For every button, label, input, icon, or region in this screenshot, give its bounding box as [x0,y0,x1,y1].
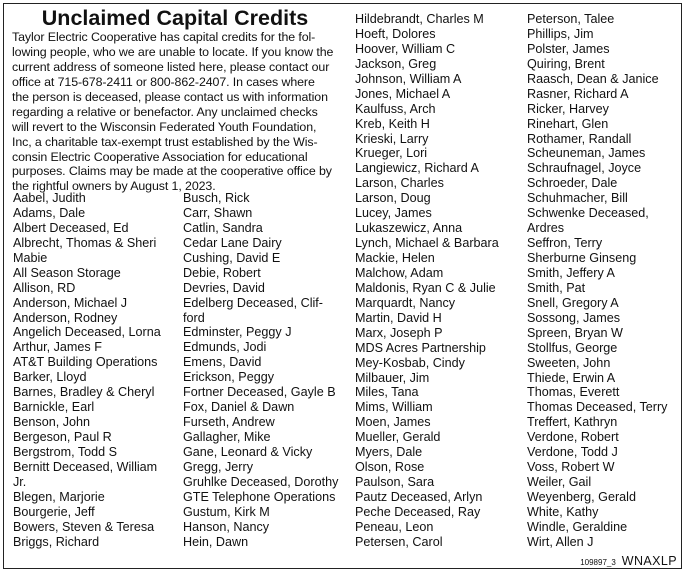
name-entry: Schwenke Deceased, [527,206,649,221]
name-column-3 [355,12,525,550]
name-entry: Paulson, Sara [355,475,435,490]
name-entry: All Season Storage [13,265,121,280]
name-entry: Gruhlke Deceased, Dorothy [183,474,339,489]
name-entry: Petersen, Carol [355,534,443,549]
name-entry: Treffert, Kathryn [527,415,618,430]
name-entry: Kreb, Keith H [355,116,430,131]
name-entry: Sossong, James [527,310,621,325]
name-entry: Larson, Charles [355,176,444,191]
name-entry: Moen, James [355,415,431,430]
name-entry: Fox, Daniel & Dawn [183,400,295,415]
name-entry: Schuhmacher, Bill [527,191,628,206]
name-entry: Peterson, Talee [527,12,615,26]
name-entry: Peneau, Leon [355,519,434,534]
name-entry: Bourgerie, Jeff [13,504,95,519]
name-entry: Smith, Jeffery A [527,265,615,280]
name-entry: Edminster, Peggy J [183,325,292,340]
name-entry: Fortner Deceased, Gayle B [183,385,336,400]
name-entry: Seffron, Terry [527,236,603,251]
name-entry: Anderson, Michael J [13,295,128,310]
name-entry: Thomas Deceased, Terry [527,400,668,415]
name-entry: Lukaszewicz, Anna [355,221,463,236]
name-entry: Albrecht, Thomas & Sheri [13,235,157,250]
name-entry: Krueger, Lori [355,146,428,161]
name-entry: Mabie [13,250,48,265]
notice-title: Unclaimed Capital Credits [41,6,309,30]
name-entry: Barnickle, Earl [13,400,95,415]
name-entry: Allison, RD [13,280,76,295]
name-entry: ford [183,310,205,325]
name-entry: Stollfus, George [527,340,618,355]
name-entry: Windle, Geraldine [527,519,628,534]
name-entry: Cushing, David E [183,250,281,265]
name-entry: Miles, Tana [355,385,419,400]
name-column-4 [527,12,677,550]
name-entry: Aabel, Judith [13,191,86,205]
name-entry: Arthur, James F [13,340,102,355]
name-entry: Mueller, Gerald [355,430,441,445]
name-entry: Larson, Doug [355,191,431,206]
intro-paragraph [12,30,338,194]
name-entry: Jr. [13,474,27,489]
name-entry: Gregg, Jerry [183,459,253,474]
name-entry: Snell, Gregory A [527,295,619,310]
name-column-1 [13,191,183,550]
intro-line: the person is deceased, please contact us with information [12,89,328,104]
intro-line: consin Electric Cooperative Association for educational [12,149,308,164]
name-entry: Pautz Deceased, Arlyn [355,490,483,504]
name-column-2 [183,191,353,550]
name-entry: Martin, David H [355,310,442,325]
name-entry: Cedar Lane Dairy [183,235,282,250]
name-entry: Mey-Kosbab, Cindy [355,355,465,370]
name-entry: Gane, Leonard & Vicky [183,444,313,459]
name-entry: Hoover, William C [355,41,456,56]
name-entry: Smith, Pat [527,280,586,295]
name-entry: Bergeson, Paul R [13,430,112,444]
name-entry: Olson, Rose [355,460,425,475]
name-entry: Catlin, Sandra [183,220,263,235]
name-entry: Phillips, Jim [527,26,594,41]
name-entry: Mackie, Helen [355,251,435,265]
name-entry: MDS Acres Partnership [355,340,486,355]
intro-line: Taylor Electric Cooperative has capital credits for the fol- [12,30,316,44]
name-entry: Gustum, Kirk M [183,504,270,519]
name-entry: Myers, Dale [355,445,423,460]
publication-signature: WNAXLP [621,554,677,568]
name-entry: Hoeft, Dolores [355,26,436,41]
name-entry: Milbauer, Jim [355,370,430,385]
name-entry: Weiler, Gail [527,475,592,490]
name-entry: Marquardt, Nancy [355,295,456,310]
name-entry: Sweeten, John [527,355,611,370]
intro-line: the rightful owners by August 1, 2023. [12,179,216,194]
ad-code: 109897_3 [580,558,616,567]
name-entry: Anderson, Rodney [13,310,118,325]
intro-line: office at 715-678-2411 or 800-862-2407. In cases where [12,74,315,89]
name-entry: Furseth, Andrew [183,415,275,430]
name-entry: Hildebrandt, Charles M [355,12,484,26]
name-entry: Busch, Rick [183,191,250,205]
footer [580,554,677,568]
name-entry: Carr, Shawn [183,205,253,220]
name-entry: Schroeder, Dale [527,176,618,191]
name-entry: Wirt, Allen J [527,534,594,549]
name-entry: Thomas, Everett [527,385,620,400]
name-entry: Peche Deceased, Ray [355,504,481,519]
name-entry: Mims, William [355,400,433,415]
name-entry: Adams, Dale [13,205,86,220]
name-entry: Rinehart, Glen [527,116,609,131]
name-entry: Lucey, James [355,206,432,221]
name-entry: Verdone, Robert [527,430,619,445]
name-entry: Spreen, Bryan W [527,325,623,340]
name-entry: Maldonis, Ryan C & Julie [355,280,496,295]
name-entry: Barnes, Bradley & Cheryl [13,385,155,400]
intro-line: will revert to the Wisconsin Federated Youth Foundation, [12,119,317,134]
name-entry: Edelberg Deceased, Clif- [183,295,324,310]
intro-line: purposes. Claims may be made at the cooperative office by [12,164,332,179]
name-entry: Bowers, Steven & Teresa [13,519,155,534]
name-entry: Angelich Deceased, Lorna [13,325,161,340]
name-entry: Bernitt Deceased, William [13,459,158,474]
name-entry: Malchow, Adam [355,265,444,280]
name-entry: Emens, David [183,355,262,370]
name-entry: Johnson, William A [355,71,462,86]
name-entry: Lynch, Michael & Barbara [355,236,499,251]
name-entry: Edmunds, Jodi [183,340,267,355]
name-entry: Benson, John [13,415,91,430]
name-entry: Langiewicz, Richard A [355,161,479,176]
name-entry: Debie, Robert [183,265,261,280]
name-entry: Krieski, Larry [355,131,429,146]
name-entry: Quiring, Brent [527,56,605,71]
intro-line: regarding a relative or benefactor. Any unclaimed checks [12,104,318,119]
name-entry: Raasch, Dean & Janice [527,71,659,86]
name-entry: Hein, Dawn [183,534,249,549]
name-entry: Bergstrom, Todd S [13,444,118,459]
name-entry: Jackson, Greg [355,56,437,71]
name-entry: Hanson, Nancy [183,519,270,534]
name-entry: Verdone, Todd J [527,445,618,460]
name-entry: Erickson, Peggy [183,370,274,385]
name-entry: Voss, Robert W [527,460,615,475]
name-entry: Ricker, Harvey [527,101,609,116]
name-entry: AT&T Building Operations [13,355,158,370]
name-entry: Rasner, Richard A [527,86,629,101]
name-entry: Ardres [527,221,565,236]
name-entry: GTE Telephone Operations [183,489,336,504]
name-entry: Gallagher, Mike [183,430,271,444]
name-entry: Thiede, Erwin A [527,370,616,385]
name-entry: Sherburne Ginseng [527,251,637,265]
name-entry: Rothamer, Randall [527,131,632,146]
name-entry: Marx, Joseph P [355,325,443,340]
name-entry: Devries, David [183,280,265,295]
intro-line: lowing people, who we are unable to locate. If you know the [12,44,334,59]
name-entry: Kaulfuss, Arch [355,101,436,116]
name-entry: Polster, James [527,41,610,56]
intro-line: Inc, a charitable tax-exempt trust established by the Wis- [12,134,318,149]
name-entry: Schraufnagel, Joyce [527,161,642,176]
name-entry: Weyenberg, Gerald [527,490,636,504]
name-entry: Albert Deceased, Ed [13,220,129,235]
name-entry: Barker, Lloyd [13,370,87,385]
name-entry: Blegen, Marjorie [13,489,105,504]
name-entry: Briggs, Richard [13,534,100,549]
name-entry: Jones, Michael A [355,86,451,101]
name-entry: Scheuneman, James [527,146,646,161]
name-entry: White, Kathy [527,504,599,519]
intro-line: current address of someone listed here, please contact our [12,59,330,74]
